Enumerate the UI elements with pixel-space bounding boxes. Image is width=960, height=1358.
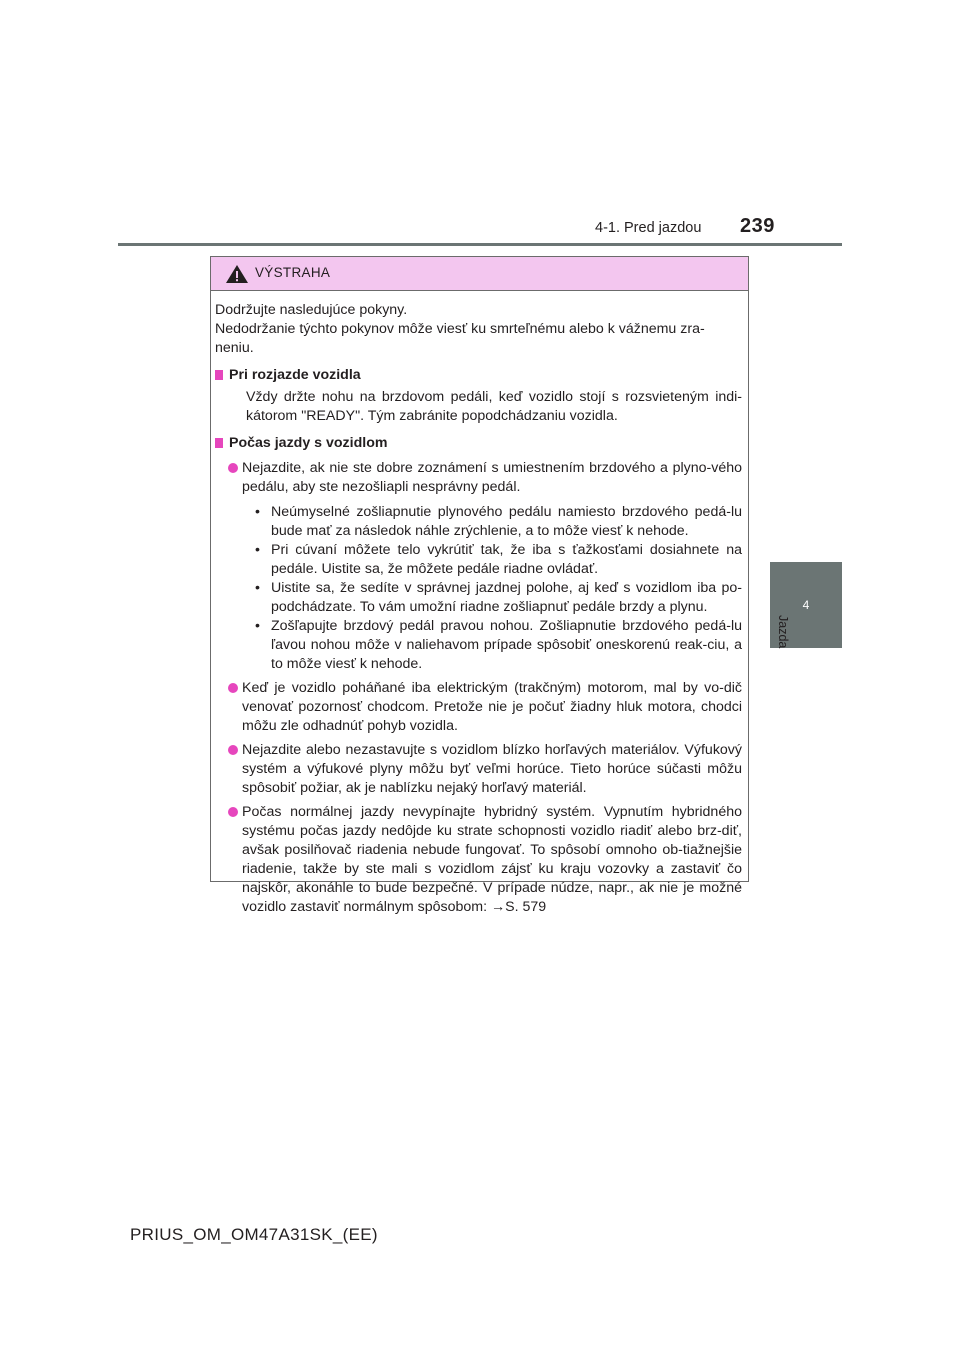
bullet-text: Zošľapujte brzdový pedál pravou nohou. Zošliapnutie brzdového pedá-lu ľavou nohou môže v naliehavom prípade spôsobiť oneskorenú reak-ciu, a to môže viesť k nehode. (271, 618, 742, 672)
list-item-text: Nejazdite alebo nezastavujte s vozidlom blízko horľavých materiálov. Výfukový systém a výfukové plyny môžu byť veľmi horúce. Tieto horúce súčasti môžu spôsobiť požiar, ak je nablízku nejaký horľavý materiál. (242, 742, 742, 796)
section-heading (215, 366, 742, 386)
section-heading-text: Počas jazdy s vozidlom (229, 435, 388, 451)
list-item-content (242, 803, 742, 917)
circle-bullet-icon (215, 741, 242, 798)
chapter-tab[interactable]: 4 (770, 562, 842, 648)
section-heading (215, 434, 742, 454)
document-code: PRIUS_OM_OM47A31SK_(EE) (130, 1225, 378, 1244)
bullet-item (247, 617, 742, 674)
warning-sections (215, 366, 742, 917)
list-item (215, 679, 742, 736)
circle-bullet-icon (215, 459, 242, 497)
bullet-list (247, 503, 742, 674)
warning-header (211, 257, 748, 291)
bullet-item (247, 579, 742, 617)
bullet-mark-icon: • (255, 618, 260, 634)
list-item (215, 741, 742, 798)
page-number: 239 (740, 215, 775, 237)
list-item-text: Keď je vozidlo poháňané iba elektrickým (trakčným) motorom, mal by vo-dič venovať pozornosť chodcom. Pretože nie je počuť žiadny hluk motora, chodci môžu zle odhadnúť pohyb vozidla. (242, 680, 742, 734)
square-bullet-icon (215, 434, 229, 454)
chapter-name: Jazda (776, 615, 790, 649)
list-item (215, 803, 742, 917)
warning-triangle-icon (225, 264, 249, 284)
intro-line: Dodržujte nasledujúce pokyny. (215, 302, 408, 318)
list-item-text: Nejazdite, ak nie ste dobre zoznámení s umiestnením brzdového a plyno-vého pedálu, aby ste nezošliapli nesprávny pedál. (242, 460, 742, 495)
bullet-item (247, 541, 742, 579)
bullet-mark-icon: • (255, 504, 260, 520)
warning-box (210, 256, 749, 915)
bullet-text: Neúmyselné zošliapnutie plynového pedálu namiesto brzdového pedá-lu bude mať za následok náhle zrýchlenie, a to môže viesť k nehode. (271, 504, 742, 539)
circle-bullet-icon (215, 803, 242, 917)
circle-bullet-icon (215, 679, 242, 736)
list-item-content (242, 741, 742, 798)
bullet-mark-icon: • (255, 542, 260, 558)
list-item-text: Počas normálnej jazdy nevypínajte hybridný systém. Vypnutím hybridného systému počas jazdy nedôjde ku strate schopnosti vozidlo riadiť alebo brz-diť, avšak posilňovač riadenia nebude fungovať. To spôsobí omnoho ob-tiažnejšie riadenie, takže by ste mali s vozidlom zájsť ku kraju vozovky a zastaviť čo najskôr, akonáhle to bude bezpečné. V prípade núdze, napr., ak nie je možné vozidlo zastaviť normálnym spôsobom: →S. 579 (242, 804, 742, 915)
intro-line: Nedodržanie týchto pokynov môže viesť ku smrteľnému alebo k vážnemu zra-neniu. (215, 321, 705, 356)
warning-body (211, 291, 748, 917)
section-label: 4-1. Pred jazdou (595, 220, 702, 236)
bullet-text: Pri cúvaní môžete telo vykrútiť tak, že iba s ťažkosťami dosiahnete na pedále. Uistite sa, že môžete pedále riadne ovládať. (271, 542, 742, 577)
list-item-content (242, 679, 742, 736)
list-item (215, 459, 742, 497)
list-item-content (242, 459, 742, 497)
warning-title: VÝSTRAHA (255, 265, 331, 280)
square-bullet-icon (215, 366, 229, 386)
bullet-item (247, 503, 742, 541)
bullet-text: Uistite sa, že sedíte v správnej jazdnej polohe, aj keď s vozidlom iba po-podchádzate. To vám umožní riadne zošliapnuť pedále brzdy a plynu. (271, 580, 742, 615)
section-heading-text: Pri rozjazde vozidla (229, 367, 361, 383)
bullet-mark-icon: • (255, 580, 260, 596)
header-divider (118, 243, 842, 246)
section-text: Vždy držte nohu na brzdovom pedáli, keď vozidlo stojí s rozsvieteným indi-kátorom "READY". Tým zabránite popodchádzaniu vozidla. (246, 389, 742, 424)
